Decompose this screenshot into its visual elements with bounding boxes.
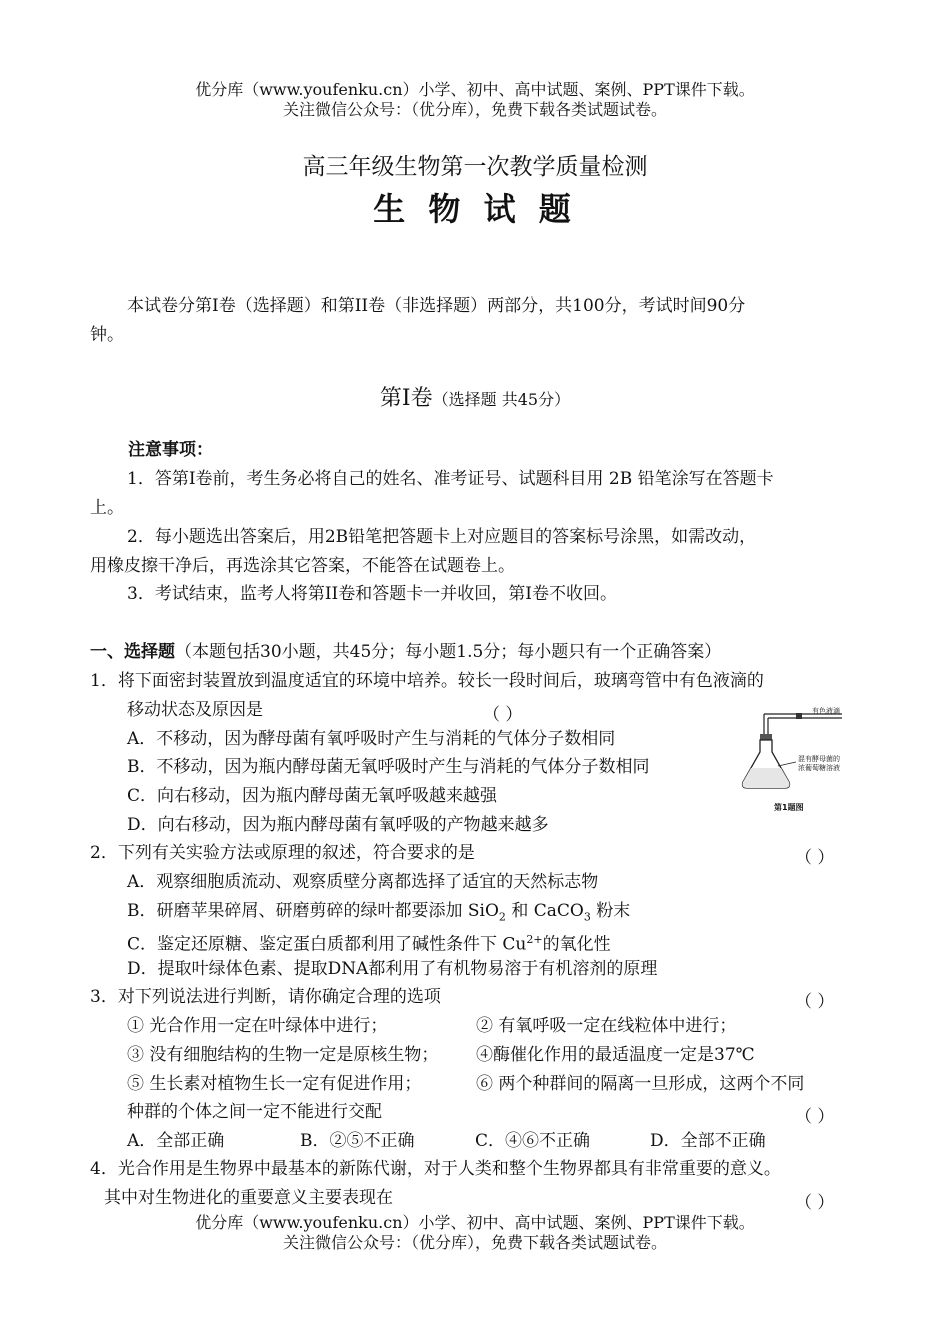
q1-stem-line-2: 移动状态及原因是	[127, 700, 263, 720]
q1-option-c: C．向右移动，因为瓶内酵母菌无氧呼吸越来越强	[127, 786, 498, 806]
q2-stem: 2．下列有关实验方法或原理的叙述，符合要求的是	[90, 843, 475, 863]
notice-item-2-line-2: 用橡皮擦干净后，再选涂其它答案，不能答在试题卷上。	[90, 556, 515, 576]
q3-statement-5: ⑤ 生长素对植物生长一定有促进作用；	[127, 1074, 422, 1094]
notice-item-3: 3．考试结束，监考人将第II卷和答题卡一并收回，第I卷不收回。	[127, 584, 617, 604]
fig-label-drop: 有色液滴	[812, 707, 840, 715]
q2-option-b-text-3: 粉末	[590, 901, 631, 921]
fig-label-liquid-2: 浓葡萄糖溶液	[798, 764, 840, 772]
q3-statement-3: ③ 没有细胞结构的生物一定是原核生物；	[127, 1045, 439, 1065]
q2-option-c-text-2: 的氧化性	[542, 934, 611, 955]
q3-option-a: A．全部正确	[127, 1131, 225, 1151]
part-one-note: （选择题 共45分）	[432, 390, 571, 409]
notice-item-2-line-1: 2．每小题选出答案后，用2B铅笔把答题卡上对应题目的答案标号涂黑，如需改动，	[127, 527, 757, 547]
q2-option-d: D．提取叶绿体色素、提取DNA都利用了有机物易溶于有机溶剂的原理	[127, 959, 658, 979]
q2-option-c	[127, 930, 611, 955]
q1-stem-line-1: 1．将下面密封装置放到温度适宜的环境中培养。较长一段时间后，玻璃弯管中有色液滴的	[90, 671, 764, 691]
q2-option-a: A．观察细胞质流动、观察质壁分离都选择了适宜的天然标志物	[127, 872, 599, 892]
q3-option-d: D．全部不正确	[650, 1131, 766, 1151]
q3-statement-6: ⑥ 两个种群间的隔离一旦形成，这两个不同	[476, 1074, 805, 1094]
section-one-desc: （本题包括30小题，共45分；每小题1.5分；每小题只有一个正确答案）	[175, 642, 722, 662]
q4-stem-line-1: 4．光合作用是生物界中最基本的新陈代谢，对于人类和整个生物界都具有非常重要的意义。	[90, 1159, 781, 1179]
notice-item-1-line-1: 1．答第I卷前，考生务必将自己的姓名、准考证号、试题科目用 2B 铅笔涂写在答题卡	[127, 469, 774, 489]
colored-drop	[796, 713, 802, 719]
q4-stem-line-2: 其中对生物进化的重要意义主要表现在	[104, 1188, 393, 1208]
footer-line-1: 优分库（www.youfenku.cn）小学、初中、高中试题、案例、PPT课件下载。	[195, 1213, 755, 1232]
fig-label-liquid-1: 混有酵母菌的	[798, 755, 840, 763]
header-line-1: 优分库（www.youfenku.cn）小学、初中、高中试题、案例、PPT课件下载。	[195, 80, 755, 99]
part-one-title: 第I卷	[379, 386, 433, 411]
exam-title: 高三年级生物第一次教学质量检测	[302, 154, 648, 180]
header-line-2: 关注微信公众号：（优分库），免费下载各类试题试卷。	[282, 100, 667, 119]
fig-caption: 第1题图	[774, 803, 804, 812]
q2-option-c-sup: 2+	[526, 933, 543, 946]
footer-line-2: 关注微信公众号：（优分库），免费下载各类试题试卷。	[282, 1233, 667, 1252]
q2-option-b-sub-1: 2	[498, 910, 506, 924]
q1-answer-bracket: （ ）	[483, 705, 523, 725]
intro-line-2: 钟。	[90, 325, 124, 345]
q3-statement-1: ① 光合作用一定在叶绿体中进行；	[127, 1016, 388, 1036]
q2-option-b-sub-2: 3	[583, 910, 591, 924]
q2-answer-bracket: （ ）	[795, 848, 835, 868]
q2-option-c-text-1: C．鉴定还原糖、鉴定蛋白质都利用了碱性条件下 Cu	[127, 934, 527, 955]
q3-option-c: C．④⑥不正确	[475, 1131, 591, 1151]
subject-title: 生 物 试 题	[373, 190, 577, 228]
notice-heading: 注意事项：	[128, 440, 213, 460]
part-one-heading	[0, 381, 950, 412]
q1-flask-figure	[738, 704, 858, 816]
q1-option-a: A．不移动，因为酵母菌有氧呼吸时产生与消耗的气体分子数相同	[127, 729, 616, 749]
q3-answer-bracket-2: （ ）	[795, 1107, 835, 1127]
q3-option-b: B．②⑤不正确	[300, 1131, 415, 1151]
q3-answer-bracket: （ ）	[795, 992, 835, 1012]
q4-answer-bracket: （ ）	[795, 1193, 835, 1213]
section-one-label: 一、选择题	[90, 642, 175, 662]
q2-option-b	[127, 901, 630, 927]
q2-option-b-text-2: 和 CaCO	[505, 901, 584, 921]
q2-option-b-text-1: B．研磨苹果碎屑、研磨剪碎的绿叶都要添加 SiO	[127, 901, 499, 921]
notice-item-1-line-2: 上。	[90, 498, 124, 518]
intro-line-1: 本试卷分第I卷（选择题）和第II卷（非选择题）两部分，共100分，考试时间90分	[127, 296, 746, 316]
q1-option-d: D．向右移动，因为瓶内酵母菌有氧呼吸的产物越来越多	[127, 815, 549, 835]
q3-stem: 3．对下列说法进行判断，请你确定合理的选项	[90, 987, 441, 1007]
q3-statement-4: ④酶催化作用的最适温度一定是37℃	[476, 1045, 755, 1065]
section-one-heading	[90, 642, 721, 662]
q3-statement-2: ② 有氧呼吸一定在线粒体中进行；	[476, 1016, 737, 1036]
q3-statement-6-cont: 种群的个体之间一定不能进行交配	[127, 1102, 382, 1122]
q1-option-b: B．不移动，因为瓶内酵母菌无氧呼吸时产生与消耗的气体分子数相同	[127, 757, 650, 777]
